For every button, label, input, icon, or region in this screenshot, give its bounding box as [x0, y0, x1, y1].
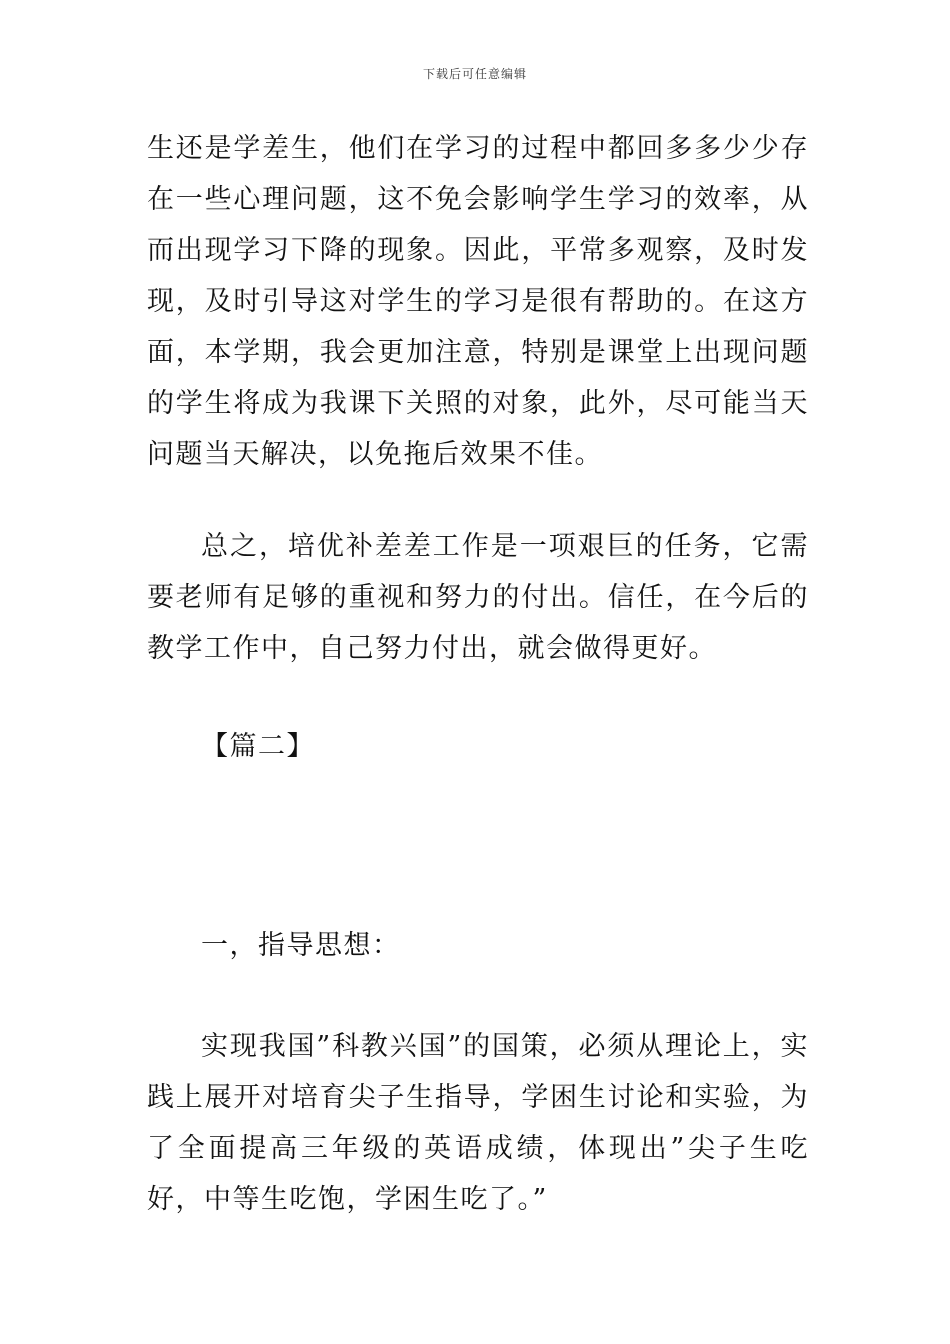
- paragraph-guiding-thought: 实现我国”科教兴国”的国策，必须从理论上，实践上展开对培育尖子生指导，学困生讨论和实验，为了全面提高三年级的英语成绩，体现出”尖子生吃好，中等生吃饱，学困生吃了。”: [147, 1031, 809, 1215]
- paragraph-continued: 生还是学差生，他们在学习的过程中都回多多少少存在一些心理问题，这不免会影响学生学习的效率，从而出现学习下降的现象。因此，平常多观察，及时发现，及时引导这对学生的学习是很有帮助的。在这方面，本学期，我会更加注意，特别是课堂上出现问题的学生将成为我课下关照的对象，此外，尽可能当天问题当天解决，以免拖后效果不佳。: [147, 133, 809, 470]
- page-header: 下载后可任意编辑: [422, 67, 527, 81]
- paragraph-conclusion: 总之，培优补差差工作是一项艰巨的任务，它需要老师有足够的重视和努力的付出。信任，在今后的教学工作中，自己努力付出，就会做得更好。: [147, 531, 809, 664]
- section-heading: 【篇二】: [201, 731, 315, 762]
- subsection-heading: 一，指导思想：: [201, 930, 401, 961]
